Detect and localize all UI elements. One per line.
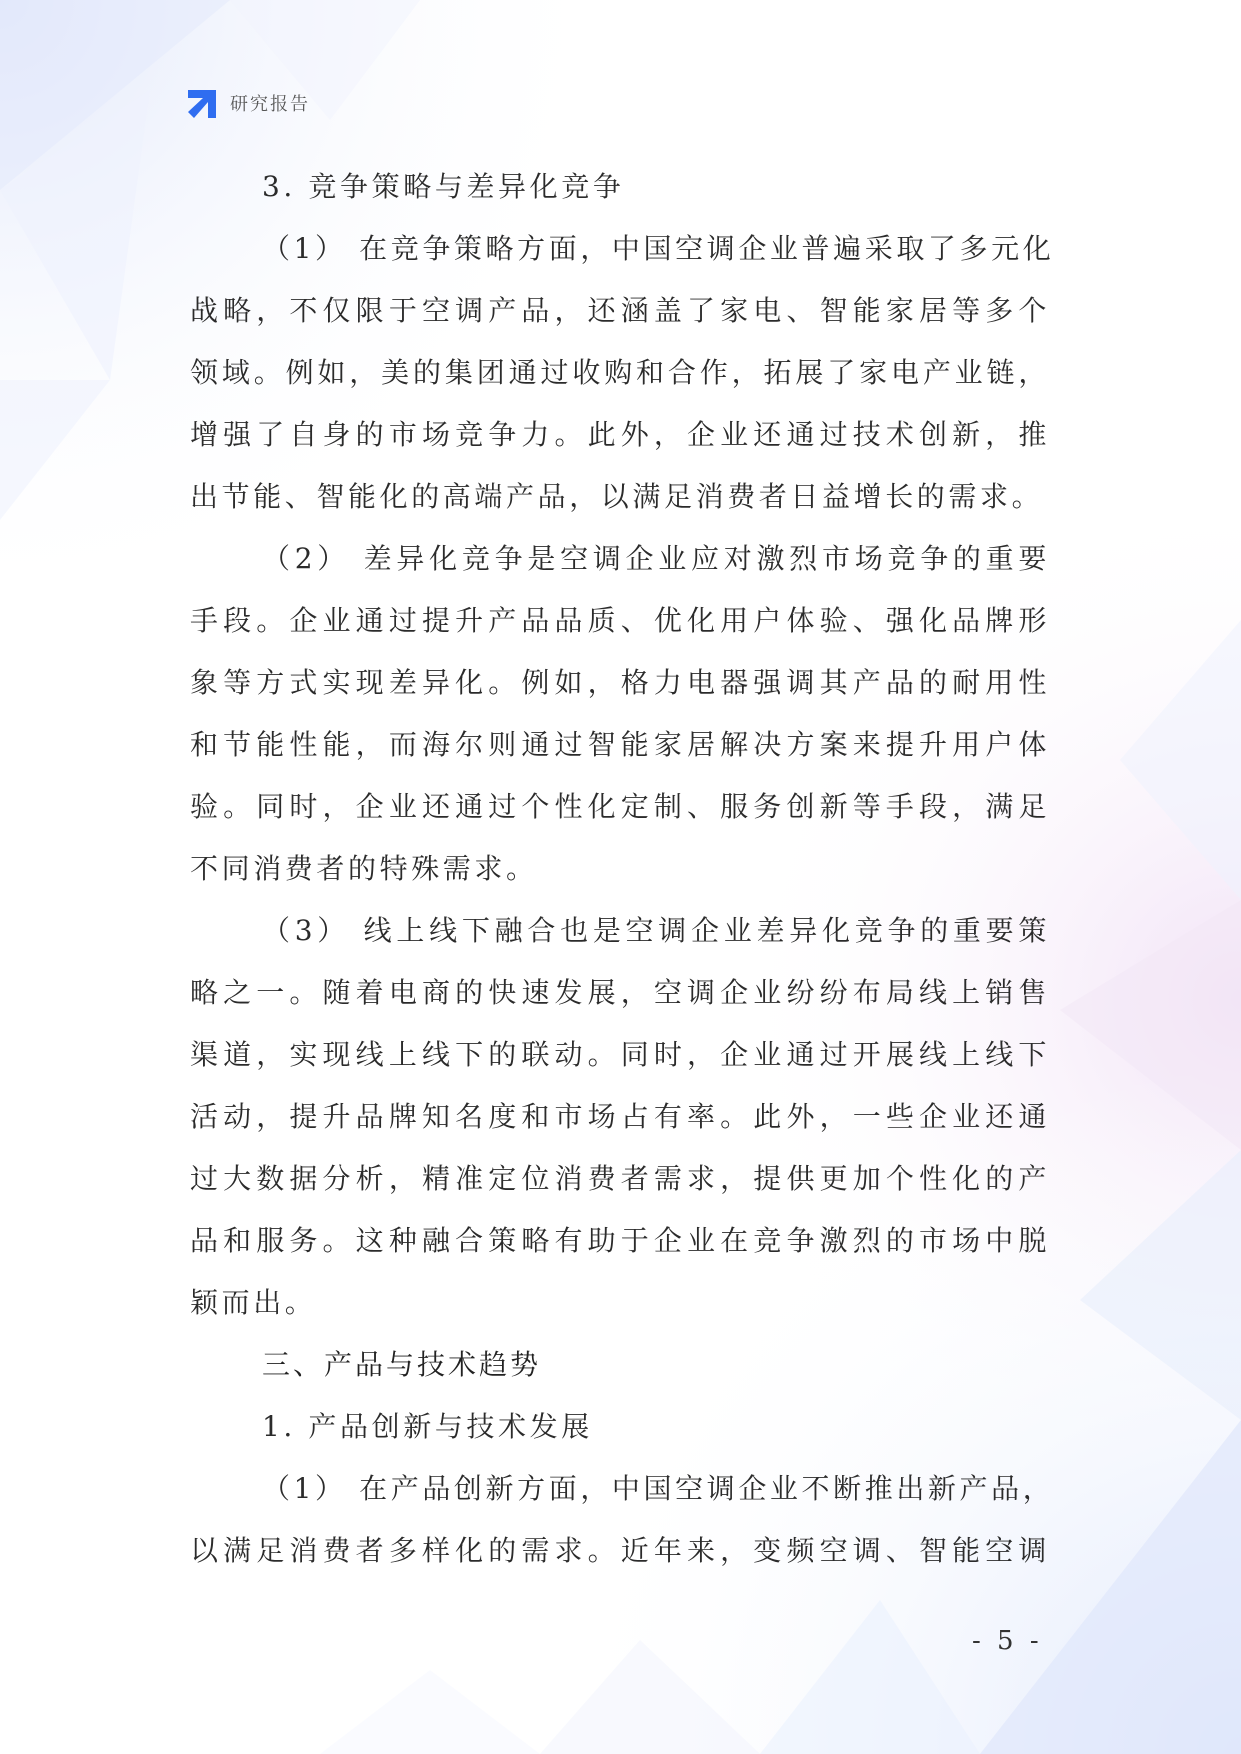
document-body [190,156,1055,1582]
paragraph-line: 品和服务。这种融合策略有助于企业在竞争激烈的市场中脱 [190,1224,1050,1257]
paragraph-line: 验。同时，企业还通过个性化定制、服务创新等手段，满足 [190,790,1050,823]
paragraph [190,1458,1055,1582]
paragraph-line: 和节能性能，而海尔则通过智能家居解决方案来提升用户体 [190,728,1050,761]
paragraph-line: 以满足消费者多样化的需求。近年来，变频空调、智能空调 [190,1534,1050,1567]
paragraph-line: 活动，提升品牌知名度和市场占有率。此外，一些企业还通 [190,1100,1050,1133]
chapter-heading: 三、产品与技术趋势 [262,1348,542,1381]
paragraph-line: 颖而出。 [190,1286,317,1319]
paragraph-line: 略之一。随着电商的快速发展，空调企业纷纷布局线上销售 [190,976,1050,1009]
paragraph-line: （2） 差异化竞争是空调企业应对激烈市场竞争的重要 [262,542,1050,575]
paragraph-line: 渠道，实现线上线下的联动。同时，企业通过开展线上线下 [190,1038,1050,1071]
paragraph-line: 手段。企业通过提升产品品质、优化用户体验、强化品牌形 [190,604,1050,637]
paragraph-line: 过大数据分析，精准定位消费者需求，提供更加个性化的产 [190,1162,1050,1195]
paragraph [190,528,1050,900]
paragraph-line: 象等方式实现差异化。例如，格力电器强调其产品的耐用性 [190,666,1050,699]
page-number: - 5 - [972,1626,1043,1656]
paragraph-line: （1） 在竞争策略方面，中国空调企业普遍采取了多元化 [262,232,1055,265]
paragraph [190,900,1050,1334]
paragraph-line: （3） 线上线下融合也是空调企业差异化竞争的重要策 [262,914,1050,947]
section-heading: 1. 产品创新与技术发展 [262,1410,593,1443]
paragraph-line: 战略，不仅限于空调产品，还涵盖了家电、智能家居等多个 [190,294,1050,327]
arrow-logo-icon [186,86,220,120]
paragraph-line: （1） 在产品创新方面，中国空调企业不断推出新产品， [262,1472,1055,1505]
section-heading: 3. 竞争策略与差异化竞争 [262,170,625,203]
page-header [186,86,310,120]
paragraph-line: 领域。例如，美的集团通过收购和合作，拓展了家电产业链， [190,356,1050,389]
paragraph-line: 不同消费者的特殊需求。 [190,852,538,885]
paragraph [190,218,1055,528]
paragraph-line: 出节能、智能化的高端产品，以满足消费者日益增长的需求。 [190,480,1044,513]
header-label: 研究报告 [230,94,310,115]
paragraph-line: 增强了自身的市场竞争力。此外，企业还通过技术创新，推 [190,418,1050,451]
